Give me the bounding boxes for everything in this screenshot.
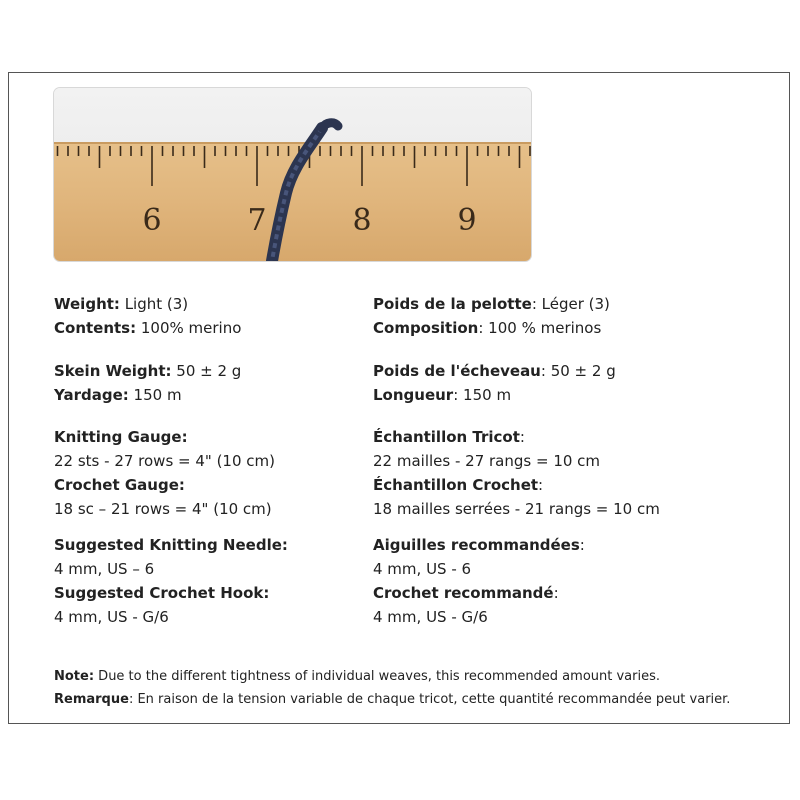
skein-line: Skein Weight: 50 ± 2 g [54,362,242,380]
fr-knit-gauge-value: 22 mailles - 27 rangs = 10 cm [373,452,601,470]
english-gauge-block [54,425,275,521]
ruler-number: 9 [457,203,477,238]
english-skein-block [54,359,241,407]
note-line: Note: Due to the different tightness of individual weaves, this recommended amount varies. [54,669,660,684]
hook-value: 4 mm, US - G/6 [54,608,169,626]
needle-value: 4 mm, US – 6 [54,560,155,578]
yarn-ruler-photo [54,88,531,261]
crochet-gauge-label: Crochet Gauge: [54,476,185,494]
fr-needle-label: Aiguilles recommandées: [373,536,585,554]
english-tools-block [54,533,288,629]
crochet-gauge-value: 18 sc – 21 rows = 4" (10 cm) [54,500,272,518]
contents-line: Contents: 100% merino [54,319,242,337]
fr-skein-line: Poids de l'écheveau: 50 ± 2 g [373,362,616,380]
hook-label: Suggested Crochet Hook: [54,584,270,602]
notes-block [54,665,730,711]
french-weight-block [373,292,610,340]
french-skein-block [373,359,616,407]
remarque-line: Remarque: En raison de la tension variable de chaque tricot, cette quantité recommandée peut varier. [54,692,731,707]
yardage-line: Yardage: 150 m [54,386,182,404]
knit-gauge-label: Knitting Gauge: [54,428,188,446]
ruler-number: 6 [142,203,162,238]
knit-gauge-value: 22 sts - 27 rows = 4" (10 cm) [54,452,276,470]
fr-hook-value: 4 mm, US - G/6 [373,608,488,626]
weight-line: Weight: Light (3) [54,295,189,313]
fr-crochet-gauge-value: 18 mailles serrées - 21 rangs = 10 cm [373,500,660,518]
fr-hook-label: Crochet recommandé: [373,584,559,602]
fr-yardage-line: Longueur: 150 m [373,386,512,404]
fr-crochet-gauge-label: Échantillon Crochet: [373,476,544,494]
ruler-number: 7 [247,203,267,238]
needle-label: Suggested Knitting Needle: [54,536,288,554]
fr-knit-gauge-label: Échantillon Tricot: [373,428,525,446]
fr-contents-line: Composition: 100 % merinos [373,319,602,337]
french-tools-block [373,533,585,629]
ruler-number: 8 [352,203,372,238]
fr-weight-line: Poids de la pelotte: Léger (3) [373,295,610,313]
french-gauge-block [373,425,660,521]
fr-needle-value: 4 mm, US - 6 [373,560,472,578]
english-weight-block [54,292,241,340]
